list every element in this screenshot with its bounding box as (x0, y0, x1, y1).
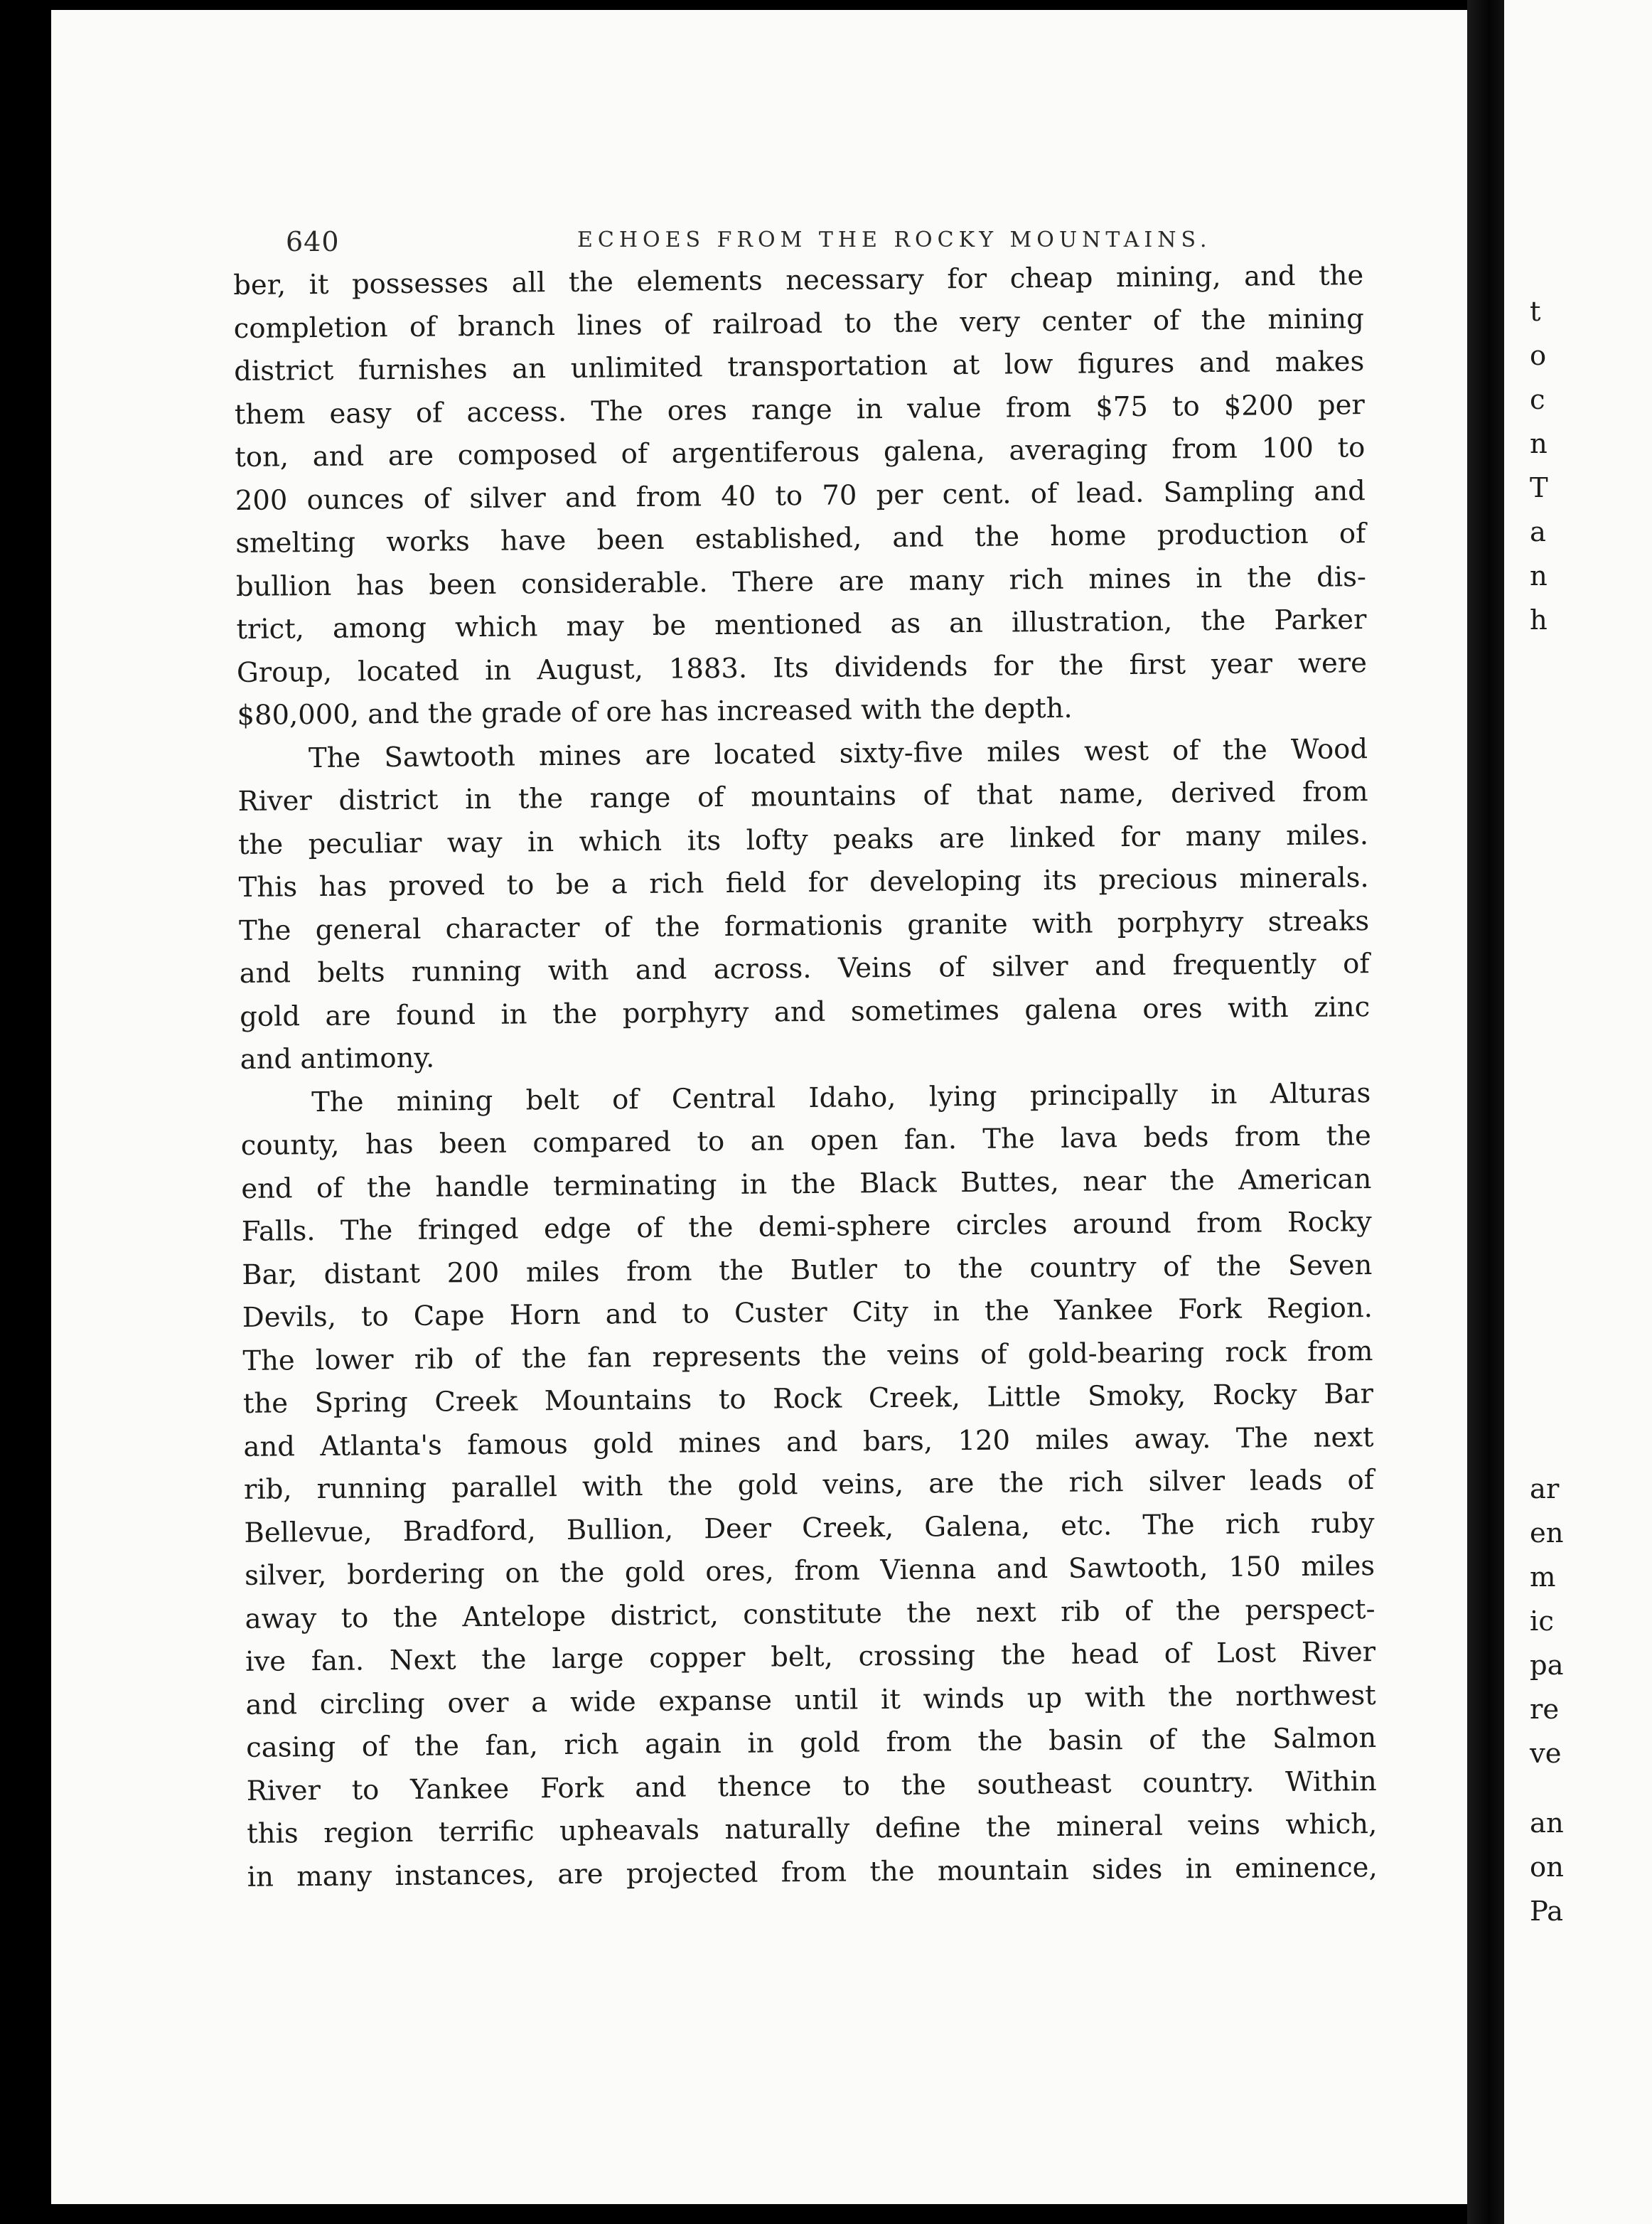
facing-page (1504, 0, 1652, 2224)
fragment: Pa (1530, 1896, 1564, 1928)
text-line: casing of the fan, rich again in gold from the basin of the Salmon (246, 1722, 1377, 1764)
fragment: h (1530, 604, 1548, 636)
page-number: 640 (286, 226, 340, 257)
text-line: and belts running with and across. Veins of silver and frequently of (239, 948, 1370, 990)
text-line: Bellevue, Bradford, Bullion, Deer Creek, Galena, etc. The rich ruby (244, 1507, 1375, 1549)
paragraph-3 (240, 1072, 1378, 1899)
text-line: district furnishes an unlimited transportation at low figures and makes (234, 346, 1365, 387)
paragraph-2 (237, 728, 1371, 1082)
text-line: ber, it possesses all the elements necessary for cheap mining, and the (233, 260, 1364, 301)
text-line: county, has been compared to an open fan. The lava beds from the (240, 1120, 1371, 1162)
text-line: in many instances, are projected from the mountain sides in eminence, (247, 1851, 1378, 1893)
text-line: them easy of access. The ores range in value from $75 to $200 per (234, 388, 1365, 431)
text-line: smelting works have been established, and the home production of (235, 518, 1366, 560)
text-line: and Atlanta's famous gold mines and bars, 120 miles away. The next (243, 1421, 1374, 1463)
text-line: gold are found in the porphyry and sometimes galena ores with zinc (240, 990, 1371, 1033)
text-line: end of the handle terminating in the Black Buttes, near the American (241, 1162, 1372, 1205)
fragment: ve (1530, 1738, 1562, 1770)
book-gutter (1467, 0, 1504, 2224)
text-line: The general character of the formationis granite with porphyry streaks (238, 904, 1370, 947)
text-line: This has proved to be a rich field for developing its precious minerals. (238, 862, 1369, 904)
text-line: Bar, distant 200 miles from the Butler to the country of the Seven (242, 1249, 1373, 1291)
text-line: rib, running parallel with the gold veins, are the rich silver leads of (243, 1464, 1375, 1506)
text-line: The mining belt of Central Idaho, lying principally in Alturas (311, 1076, 1371, 1118)
text-line: the Spring Creek Mountains to Rock Creek, Little Smoky, Rocky Bar (242, 1378, 1374, 1420)
fragment: n (1530, 560, 1548, 592)
text-line: silver, bordering on the gold ores, from Vienna and Sawtooth, 150 miles (244, 1550, 1375, 1592)
text-line: and antimony. (240, 1042, 435, 1076)
fragment: o (1530, 340, 1547, 372)
text-line: the peculiar way in which its lofty peaks are linked for many miles. (237, 818, 1369, 861)
fragment: pa (1530, 1650, 1564, 1682)
fragment: c (1530, 384, 1545, 416)
text-line: this region terrific upheavals naturally define the mineral veins which, (247, 1808, 1378, 1850)
fragment: re (1530, 1694, 1560, 1726)
fragment: t (1530, 296, 1541, 328)
text-line: completion of branch lines of railroad to the very center of the mining (233, 302, 1364, 345)
text-line: ton, and are composed of argentiferous galena, averaging from 100 to (235, 432, 1366, 474)
running-title: ECHOES FROM THE ROCKY MOUNTAINS. (577, 228, 1212, 252)
body-text (233, 255, 1378, 1899)
fragment: an (1530, 1807, 1564, 1839)
text-line: Devils, to Cape Horn and to Custer City in the Yankee Fork Region. (242, 1292, 1373, 1334)
fragment: a (1530, 516, 1546, 548)
fragment: en (1530, 1517, 1564, 1549)
text-line: and circling over a wide expanse until it winds up with the northwest (245, 1679, 1376, 1721)
fragment: T (1530, 472, 1548, 504)
text-line: bullion has been considerable. There are many rich mines in the dis- (235, 560, 1367, 603)
text-line: Falls. The fringed edge of the demi-sphere circles around from Rocky (241, 1206, 1373, 1248)
text-line: 200 ounces of silver and from 40 to 70 per cent. of lead. Sampling and (235, 474, 1366, 517)
fragment: on (1530, 1851, 1564, 1883)
text-line: away to the Antelope district, constitute the next rib of the perspect- (245, 1593, 1375, 1635)
text-line: $80,000, and the grade of ore has increased with the depth. (237, 692, 1073, 732)
text-line: River to Yankee Fork and thence to the southeast country. Within (246, 1765, 1377, 1807)
text-line: trict, among which may be mentioned as an illustration, the Parker (236, 604, 1367, 646)
paragraph-1 (233, 255, 1368, 737)
fragment: m (1530, 1561, 1556, 1593)
fragment: ic (1530, 1605, 1554, 1637)
text-line: The Sawtooth mines are located sixty-five miles west of the Wood (308, 732, 1368, 774)
text-line: ive fan. Next the large copper belt, crossing the head of Lost River (245, 1636, 1376, 1678)
fragment: ar (1530, 1473, 1560, 1505)
text-line: The lower rib of the fan represents the veins of gold-bearing rock from (242, 1335, 1373, 1377)
fragment: n (1530, 428, 1548, 460)
text-line: Group, located in August, 1883. Its dividends for the first year were (236, 646, 1368, 689)
text-line: River district in the range of mountains of that name, derived from (237, 776, 1368, 818)
